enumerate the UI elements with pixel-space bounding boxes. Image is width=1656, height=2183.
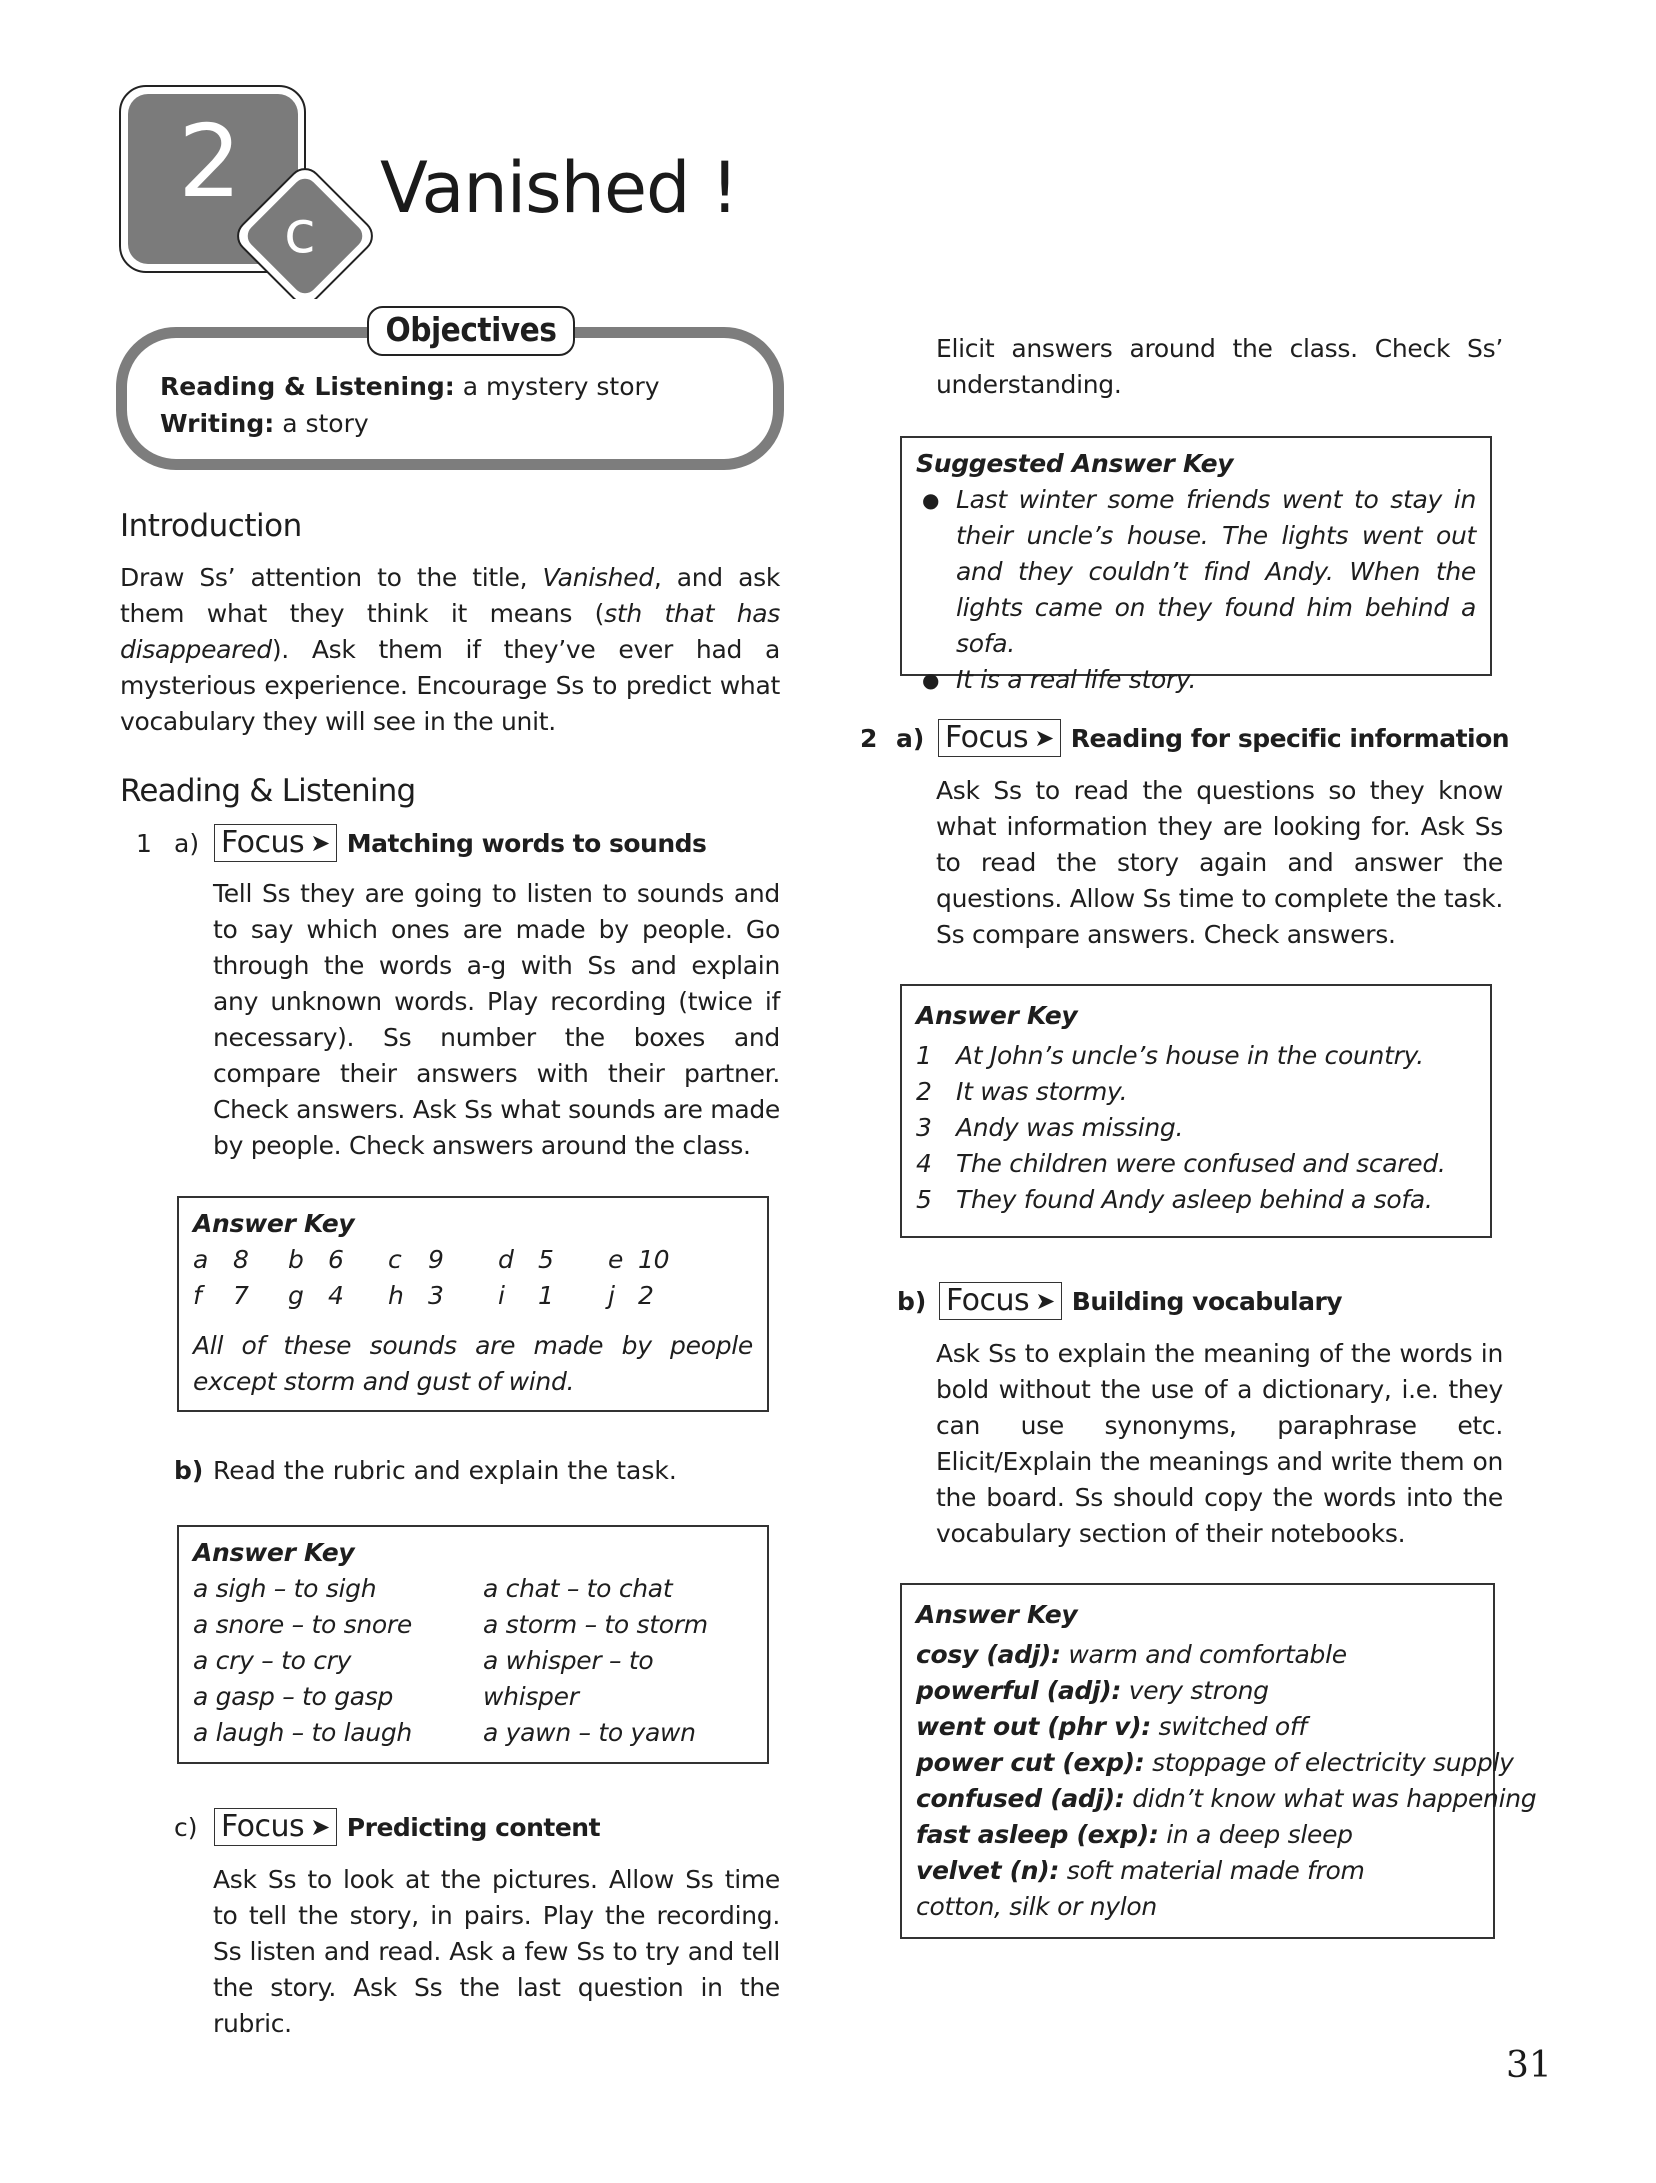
focus-label: Focus [945,720,1029,755]
page-number: 31 [1506,2045,1552,2086]
answer-number: 1 [916,1041,932,1070]
answer-pair [388,1278,498,1314]
answer-letter: j [608,1281,615,1310]
arrow-right-icon: ➤ [310,1813,330,1841]
objective-value: a story [282,409,369,438]
exercise-letter: a) [896,723,925,753]
answer-pair [193,1278,288,1314]
objectives-list [160,368,660,442]
answer-key-title: Answer Key [916,1001,1078,1030]
answer-list [916,1038,1476,1218]
answer-item [916,1182,1476,1218]
answer-number: 4 [916,1149,932,1178]
focus-label: Focus [221,825,305,860]
answer-item [916,1038,1476,1074]
vocab-item [916,1745,1514,1781]
answer-number: 5 [916,1185,932,1214]
answer-letter: f [193,1281,202,1310]
answer-key-2b [900,1583,1537,1939]
word-pairs-left [193,1571,483,1751]
word-pair: a storm – to storm [483,1610,708,1639]
answer-bullets [916,482,1476,698]
exercise-letter: a) [174,828,200,858]
answer-number: 2 [916,1077,932,1106]
answer-letter: g [288,1281,304,1310]
answer-pair [498,1242,608,1278]
objective-item [160,368,660,405]
instruction-text: Ask Ss to read the questions so they know what information they are looking for. Ask Ss to read the story again and answer the questions. Allow Ss time to complete the task. Ss compare answers. Check answers. [936,776,1503,949]
exercise-1b-header [174,1456,677,1485]
vocab-term: fast asleep (exp): [916,1820,1159,1849]
reading-listening-heading: Reading & Listening [120,773,416,809]
exercise-1a-header [136,824,706,862]
answer-key-note: All of these sounds are made by people except storm and gust of wind. [193,1331,753,1396]
text-run: , and ask them what they think it means ( [120,563,780,628]
answer-number: 6 [328,1245,344,1274]
answer-key-title: Answer Key [916,1600,1078,1629]
instruction-text: Ask Ss to look at the pictures. Allow Ss time to tell the story, in pairs. Play the recording. Ss listen and read. Ask a few Ss to try and tell the story. Ask Ss the last question in the rubric. [213,1865,780,2038]
word-pair: a sigh – to sigh [193,1574,377,1603]
vocab-definition: warm and comfortable [1060,1640,1347,1669]
instruction-text: Read the rubric and explain the task. [213,1456,677,1485]
arrow-right-icon: ➤ [310,829,330,857]
word-pair: a snore – to snore [193,1610,412,1639]
word-pair: a gasp – to gasp [193,1682,394,1711]
objective-key: Writing: [160,409,275,438]
vocab-item [916,1673,1479,1709]
answer-pair [608,1242,698,1278]
vocab-definition: switched off [1150,1712,1307,1741]
answer-item [916,1110,1476,1146]
answer-number: 3 [428,1281,444,1310]
answer-row [193,1278,753,1314]
answer-item [916,1074,1476,1110]
answer-pair [498,1278,608,1314]
answer-letter: e [608,1245,624,1274]
answer-number: 10 [638,1245,670,1274]
focus-badge [938,719,1061,757]
answer-key-title: Answer Key [193,1538,355,1567]
answer-letter: d [498,1245,514,1274]
word-pairs [193,1571,753,1751]
answer-row [193,1242,753,1278]
vocab-term: went out (phr v): [916,1712,1151,1741]
answer-number: 3 [916,1113,932,1142]
instruction-text: Elicit answers around the class. Check Ss’ understanding. [936,334,1503,399]
word-pair: a yawn – to yawn [483,1718,696,1747]
vocab-term: velvet (n): [916,1856,1060,1885]
answer-letter: c [388,1245,402,1274]
exercise-number: 1 [136,828,152,858]
answer-number: 2 [638,1281,654,1310]
objective-value: a mystery story [462,372,660,401]
instruction-text: Ask Ss to explain the meaning of the words in bold without the use of a dictionary, i.e. they can use synonyms, paraphrase etc. Elicit/Explain the meanings and write them on the board. Ss should copy the words into the vocabulary section of their notebooks. [936,1339,1503,1548]
answer-number: 7 [233,1281,249,1310]
answer-number: 8 [233,1245,249,1274]
exercise-letter: b) [174,1456,204,1485]
answer-letter: a [193,1245,209,1274]
focus-title: Reading for specific information [1070,723,1510,753]
unit-number: 2 [178,103,242,220]
answer-letter: b [288,1245,304,1274]
answer-letter: h [388,1281,404,1310]
answer-key-title: Answer Key [193,1209,355,1238]
exercise-number: 2 [860,723,878,753]
answer-key-1b [177,1525,769,1764]
answer-pair [608,1278,698,1314]
vocab-item [916,1637,1479,1673]
vocab-definition: stoppage of electricity supply [1144,1748,1514,1777]
focus-badge [214,1808,337,1846]
focus-title: Building vocabulary [1071,1286,1343,1316]
vocab-term: confused (adj): [916,1784,1125,1813]
answer-bullet: ● It is a real life story. [916,662,1476,698]
answer-number: 5 [538,1245,554,1274]
vocab-item [916,1817,1479,1853]
exercise-letter: c) [174,1812,198,1842]
objective-item [160,405,660,442]
answer-pair [388,1242,498,1278]
exercise-letter: b) [897,1286,927,1316]
word-pair: a cry – to cry [193,1646,352,1675]
exercise-2b-text [936,1336,1503,1552]
exercise-1a-text [213,876,780,1164]
focus-label: Focus [946,1283,1030,1318]
answer-key-title: Suggested Answer Key [916,449,1234,478]
word-pair: a laugh – to laugh [193,1718,412,1747]
text-run-italic: sth that has disappeared [120,599,780,664]
vocab-definition: in a deep sleep [1158,1820,1353,1849]
word-pairs-right [483,1571,753,1751]
focus-label: Focus [221,1809,305,1844]
answer-text: It was stormy. [956,1077,1128,1106]
unit-badge-icon [118,84,373,299]
exercise-1c-text-continued [936,331,1503,403]
page-title: Vanished ! [380,147,738,229]
introduction-text [120,560,780,740]
answer-number: 1 [538,1281,554,1310]
vocab-item [916,1781,1537,1817]
answer-key-2a [900,984,1492,1238]
unit-logo [118,84,373,299]
vocab-definition: very strong [1121,1676,1269,1705]
answer-text: At John’s uncle’s house in the country. [956,1041,1424,1070]
text-run-italic: Vanished [542,563,654,592]
answer-pair [288,1242,388,1278]
answer-number: 4 [328,1281,344,1310]
focus-title: Predicting content [346,1812,601,1842]
exercise-2a-text [936,773,1503,953]
objective-key: Reading & Listening: [160,372,455,401]
unit-letter: c [284,198,316,266]
focus-title: Matching words to sounds [346,828,707,858]
answer-pair [193,1242,288,1278]
answer-text: Andy was missing. [956,1113,1184,1142]
answer-number: 9 [428,1245,444,1274]
answer-text: The children were confused and scared. [956,1149,1446,1178]
exercise-1c-header [174,1808,600,1846]
answer-key-1a [177,1196,769,1412]
arrow-right-icon: ➤ [1034,724,1054,752]
focus-badge [214,824,337,862]
exercise-2b-header [897,1282,1342,1320]
arrow-right-icon: ➤ [1035,1287,1055,1315]
answer-pair [288,1278,388,1314]
focus-badge [939,1282,1062,1320]
introduction-heading: Introduction [120,508,302,544]
suggested-answer-key-1c [900,436,1492,694]
vocab-term: powerful (adj): [916,1676,1122,1705]
answer-bullet: ● Last winter some friends went to stay in their uncle’s house. The lights went out and they couldn’t find Andy. When the lights came on they found him behind a sofa. [916,482,1476,662]
word-pair: a chat – to chat [483,1574,673,1603]
answer-text: They found Andy asleep behind a sofa. [956,1185,1433,1214]
objectives-label: Objectives [367,306,575,356]
vocab-definition: didn’t know what was happening [1124,1784,1537,1813]
vocab-definition: soft material made from cotton, silk or nylon [916,1856,1365,1921]
answer-item [916,1146,1476,1182]
vocab-item [916,1853,1386,1925]
vocab-term: cosy (adj): [916,1640,1061,1669]
exercise-2a-header [860,719,1509,757]
text-run: Draw Ss’ attention to the title, [120,563,543,592]
exercise-1c-text [213,1862,780,2042]
vocab-term: power cut (exp): [916,1748,1145,1777]
text-run: ). Ask them if they’ve ever had a mysterious experience. Encourage Ss to predict what vocabulary they will see in the unit. [120,635,780,736]
vocab-item [916,1709,1479,1745]
instruction-text: Tell Ss they are going to listen to sounds and to say which ones are made by people. Go through the words a-g with Ss and explain any unknown words. Play recording (twice if necessary). Ss number the boxes and compare their answers with their partner. Check answers. Ask Ss what sounds are made by people. Check answers around the class. [213,879,780,1160]
answer-letter: i [498,1281,505,1310]
word-pair: a whisper – to whisper [483,1646,654,1711]
